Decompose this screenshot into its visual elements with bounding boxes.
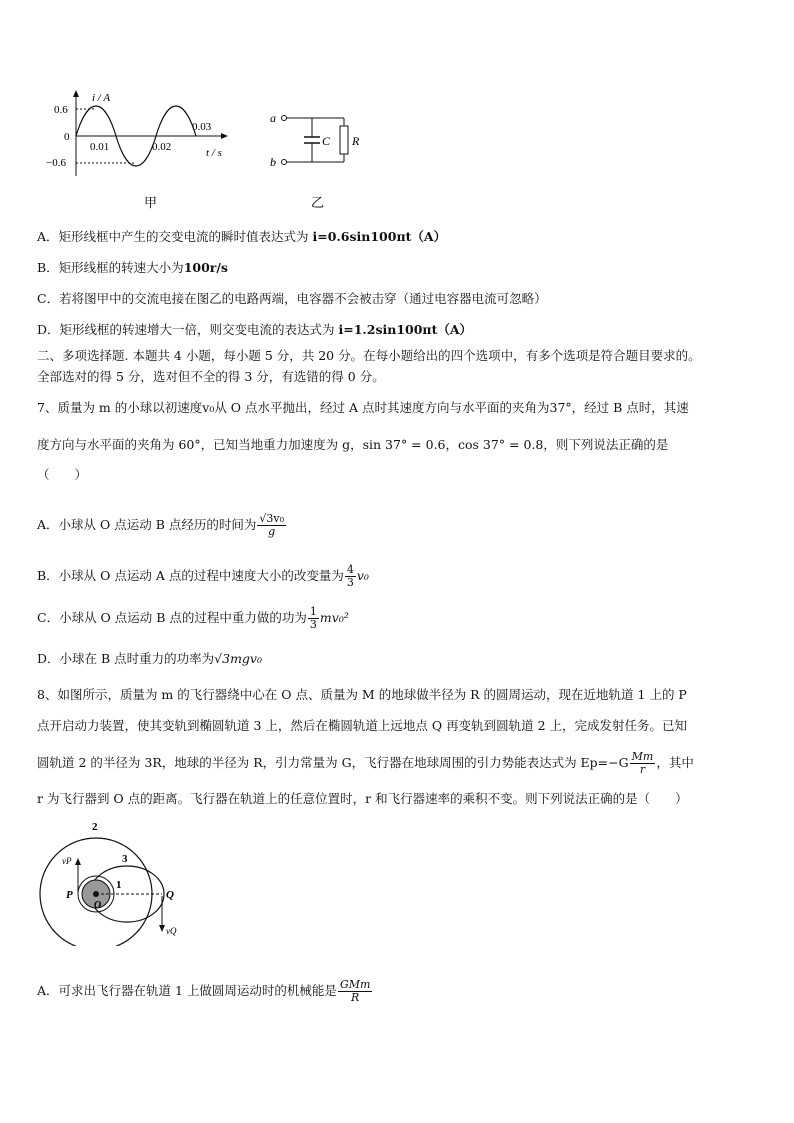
figure-jia-current-graph: [40, 84, 240, 214]
q6-option-a-eq: i=0.6sin100πt（A）: [312, 229, 447, 244]
terminal-a: [282, 116, 287, 121]
q7-option-b-text: B．小球从 O 点运动 A 点的过程中速度大小的改变量为: [37, 568, 344, 583]
tick-003: 0.03: [192, 121, 212, 133]
q6-option-c: C．若将图甲中的交流电接在图乙的电路两端，电容器不会被击穿（通过电容器电流可忽略）: [37, 291, 547, 306]
q8-option-a-num: GMm: [339, 978, 371, 991]
q6-option-a: [37, 229, 446, 245]
resistor-label: R: [352, 134, 360, 148]
vQ-arrowhead: [159, 925, 165, 932]
q8-potential-den: r: [639, 763, 646, 776]
y-axis-arrow: [73, 90, 79, 97]
q7-option-a-num: √3v₀: [259, 512, 284, 525]
q7-option-c-fraction: [308, 606, 319, 631]
label-orbit-1: 1: [116, 879, 122, 891]
q7-option-b-v0: v₀: [356, 568, 369, 583]
label-O: O: [94, 900, 102, 911]
q8-stem-line1: 8、如图所示，质量为 m 的飞行器绕中心在 O 点、质量为 M 的地球做半径为 R 的圆周运动，现在近地轨道 1 上的 P: [37, 687, 687, 702]
q7-option-d-text: D．小球在 B 点时重力的功率为: [37, 651, 215, 666]
q7-option-d-eq: √3mgv₀: [214, 651, 263, 666]
q8-stem-line3-text: 圆轨道 2 的半径为 3R，地球的半径为 R，引力常量为 G，飞行器在地球周围的引力势能表达式为 Ep=−G: [37, 755, 629, 770]
q8-option-a-den: R: [351, 991, 360, 1004]
label-orbit-2: 2: [92, 821, 98, 833]
q8-stem-line3: [37, 748, 694, 778]
figure-yi-circuit: [262, 104, 372, 214]
label-vP: vP: [62, 856, 72, 866]
section2-line1: 二、多项选择题. 本题共 4 小题，每小题 5 分，共 20 分。在每小题给出的四个选项中，有多个选项是符合题目要求的。: [37, 348, 701, 363]
q7-option-c-num: 1: [309, 605, 317, 618]
resistor: [340, 126, 348, 154]
q7-option-c-den: 3: [309, 618, 317, 631]
q7-option-a: [37, 510, 287, 540]
q6-option-d-eq: i=1.2sin100πt（A）: [338, 322, 473, 337]
x-axis-arrow: [221, 133, 228, 139]
figure-orbit: [34, 816, 194, 946]
label-Q: Q: [166, 889, 174, 901]
q7-option-b: [37, 561, 369, 591]
q7-option-d: [37, 651, 262, 667]
terminal-b: [282, 160, 287, 165]
q7-option-c-mv2: mv₀²: [319, 610, 349, 625]
q8-potential-fraction: [630, 751, 656, 776]
tick-m06: −0.6: [46, 157, 66, 169]
y-axis-label: i / A: [92, 92, 111, 104]
q6-option-a-text: A．矩形线框中产生的交变电流的瞬时值表达式为: [37, 229, 313, 244]
caption-yi: 乙: [311, 195, 325, 210]
q7-option-c-text: C．小球从 O 点运动 B 点的过程中重力做的功为: [37, 610, 307, 625]
capacitor-label: C: [322, 134, 331, 148]
x-axis-label: t / s: [206, 147, 222, 159]
label-vQ: vQ: [166, 926, 177, 936]
q8-stem-line2: 点开启动力装置，使其变轨到椭圆轨道 3 上，然后在椭圆轨道上远地点 Q 再变轨到圆轨道 2 上，完成发射任务。已知: [37, 718, 687, 733]
q8-stem-line4: r 为飞行器到 O 点的距离。飞行器在轨道上的任意位置时，r 和飞行器速率的乘积不变。则下列说法正确的是（ ）: [37, 791, 688, 806]
q8-stem-line3-end: ，其中: [656, 755, 694, 770]
tick-0: 0: [64, 131, 70, 143]
tick-06: 0.6: [54, 104, 68, 116]
q7-option-b-den: 3: [346, 576, 354, 589]
q7-stem-line3: （ ）: [37, 467, 88, 482]
vP-arrowhead: [75, 858, 81, 865]
q8-potential-num: Mm: [631, 750, 654, 763]
q7-option-b-fraction: [345, 564, 356, 589]
q6-option-d-text: D．矩形线框的转速增大一倍，则交变电流的表达式为: [37, 322, 339, 337]
terminal-b-label: b: [270, 155, 276, 169]
q6-option-b-text: B．矩形线框的转速大小为: [37, 260, 184, 275]
terminal-a-label: a: [270, 111, 276, 125]
q7-option-a-fraction: [257, 513, 286, 538]
q7-stem-line1: 7、质量为 m 的小球以初速度v₀从 O 点水平抛出，经过 A 点时其速度方向与水平面的夹角为37°，经过 B 点时，其速: [37, 400, 689, 415]
q7-option-c: [37, 603, 349, 633]
q7-option-a-text: A．小球从 O 点运动 B 点经历的时间为: [37, 517, 257, 532]
q6-option-b: [37, 260, 228, 276]
caption-jia: 甲: [144, 195, 158, 210]
tick-002: 0.02: [152, 141, 172, 153]
tick-001: 0.01: [90, 141, 110, 153]
q8-option-a: [37, 976, 373, 1006]
q8-option-a-fraction: [338, 979, 372, 1004]
q7-option-b-num: 4: [346, 563, 354, 576]
label-P: P: [66, 889, 73, 901]
q8-option-a-text: A．可求出飞行器在轨道 1 上做圆周运动时的机械能是: [37, 983, 337, 998]
q7-option-a-den: g: [268, 525, 276, 538]
q7-stem-line2: 度方向与水平面的夹角为 60°，已知当地重力加速度为 g，sin 37° = 0.6，cos 37° = 0.8，则下列说法正确的是: [37, 437, 669, 452]
q6-option-d: [37, 322, 472, 338]
section2-line2: 全部选对的得 5 分，选对但不全的得 3 分，有选错的得 0 分。: [37, 369, 385, 384]
q6-option-b-eq: 100r/s: [183, 260, 228, 275]
label-orbit-3: 3: [122, 853, 128, 865]
